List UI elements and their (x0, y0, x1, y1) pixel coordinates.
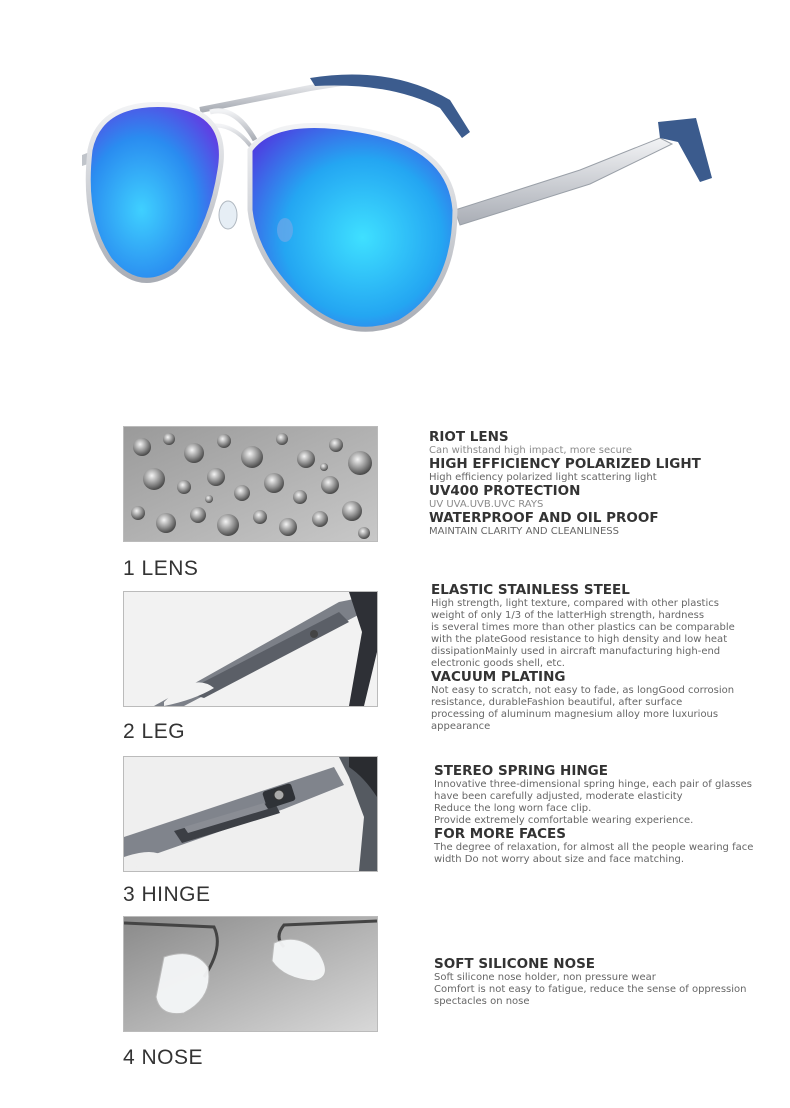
nose-detail-image (123, 916, 378, 1032)
feature-text: Innovative three-dimensional spring hinge, each pair of glasses (434, 779, 753, 790)
feature-text: spectacles on nose (434, 996, 530, 1007)
feature-text: processing of aluminum magnesium alloy more luxurious (431, 709, 719, 720)
temple-arm-illustration (124, 592, 377, 706)
feature-text: Provide extremely comfortable wearing experience. (434, 815, 694, 826)
feature-text: Comfort is not easy to fatigue, reduce the sense of oppression (434, 984, 747, 995)
feature-title: RIOT LENS (429, 429, 509, 445)
leg-detail-image (123, 591, 378, 707)
feature-text: resistance, durableFashion beautiful, after surface (431, 697, 683, 708)
feature-text: weight of only 1/3 of the latterHigh strength, hardness (431, 610, 705, 621)
sunglasses-illustration (60, 60, 740, 360)
section-label-hinge: 3 HINGE (123, 883, 211, 906)
feature-text: Soft silicone nose holder, non pressure wear (434, 972, 656, 983)
feature-title: HIGH EFFICIENCY POLARIZED LIGHT (429, 456, 701, 472)
feature-title: ELASTIC STAINLESS STEEL (431, 582, 630, 598)
section-label-nose: 4 NOSE (123, 1046, 204, 1069)
feature-text: MAINTAIN CLARITY AND CLEANLINESS (429, 526, 620, 537)
feature-text: with the plateGood resistance to high density and low heat (431, 634, 728, 645)
feature-text: is several times more than other plastics can be comparable (431, 622, 735, 633)
spring-hinge-illustration (124, 757, 377, 871)
feature-text: width Do not worry about size and face matching. (434, 854, 685, 865)
leg-features (431, 583, 771, 733)
hero-sunglasses-image (60, 60, 740, 360)
feature-title: VACUUM PLATING (431, 669, 566, 685)
feature-text: UV UVA.UVB.UVC RAYS (429, 499, 544, 510)
feature-title: UV400 PROTECTION (429, 483, 581, 499)
feature-text: High efficiency polarized light scattering light (429, 472, 657, 483)
feature-text: appearance (431, 721, 491, 732)
feature-text: The degree of relaxation, for almost all the people wearing face (434, 842, 754, 853)
feature-text: have been carefully adjusted, moderate elasticity (434, 791, 683, 802)
nose-pad-illustration (124, 917, 377, 1031)
feature-title: FOR MORE FACES (434, 826, 566, 842)
section-label-leg: 2 LEG (123, 720, 186, 743)
water-droplets-illustration (124, 427, 377, 541)
lens-detail-image (123, 426, 378, 542)
feature-text: dissipationMainly used in aircraft manufacturing high-end (431, 646, 721, 657)
section-label-lens: 1 LENS (123, 557, 199, 580)
lens-features (429, 430, 769, 538)
feature-text: Reduce the long worn face clip. (434, 803, 592, 814)
feature-title: SOFT SILICONE NOSE (434, 956, 596, 972)
feature-title: WATERPROOF AND OIL PROOF (429, 510, 659, 526)
feature-text: Can withstand high impact, more secure (429, 445, 633, 456)
feature-title: STEREO SPRING HINGE (434, 763, 608, 779)
feature-text: Not easy to scratch, not easy to fade, as longGood corrosion (431, 685, 735, 696)
nose-features (434, 957, 774, 1008)
feature-text: High strength, light texture, compared with other plastics (431, 598, 719, 609)
feature-text: electronic goods shell, etc. (431, 658, 565, 669)
hinge-detail-image (123, 756, 378, 872)
hinge-features (434, 764, 774, 866)
